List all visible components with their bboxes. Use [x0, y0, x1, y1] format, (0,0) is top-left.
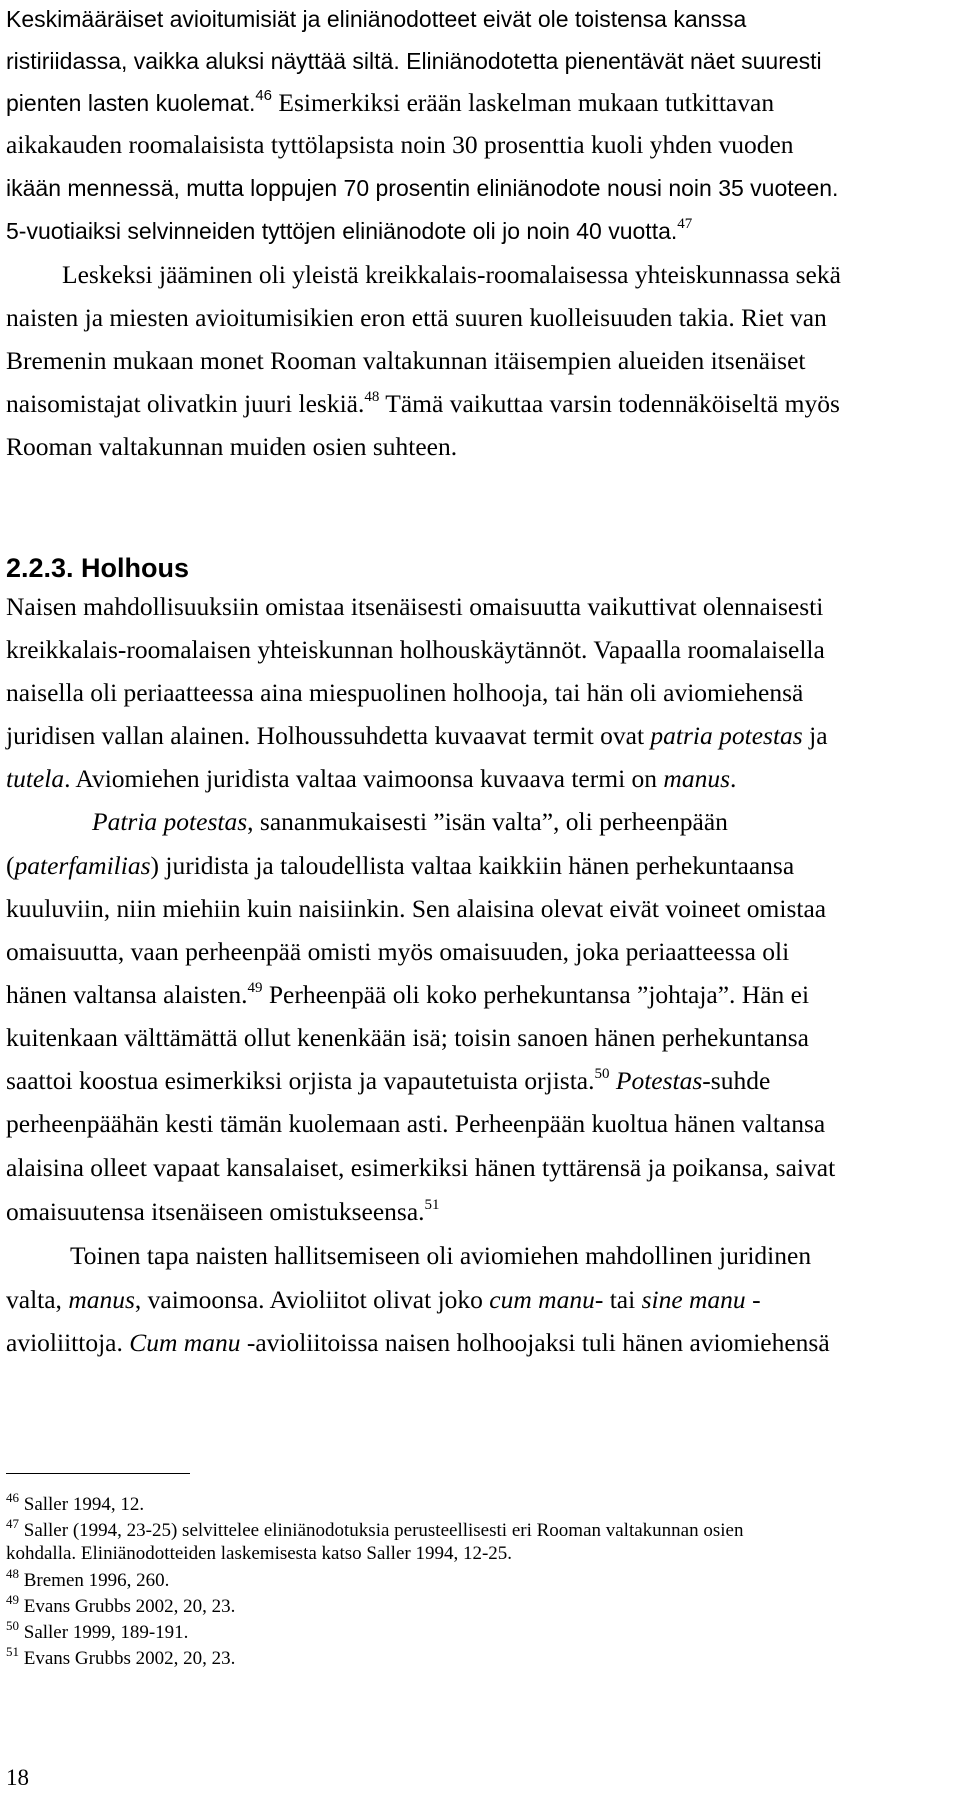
body-line — [6, 592, 823, 622]
text: ) juridista ja taloudellista valtaa kaikkiin hänen perhekuntaansa — [150, 851, 795, 880]
body-line — [92, 807, 728, 837]
body-line — [70, 1241, 811, 1271]
footnote — [6, 1644, 236, 1671]
text: Esimerkiksi erään laskelman mukaan tutkittavan — [272, 88, 775, 117]
italic-term: cum manu — [489, 1285, 595, 1314]
text: ( — [6, 851, 15, 880]
text: naisomistajat olivatkin juuri leskiä. — [6, 389, 365, 418]
body-line — [6, 721, 828, 751]
text: naisten ja miesten avioitumisikien eron että suuren kuolleisuuden takia. Riet van — [6, 303, 827, 332]
footnote — [6, 1542, 512, 1566]
text: kuitenkaan välttämättä ollut kenenkään isä; toisin sanoen hänen perhekuntansa — [6, 1023, 809, 1052]
text: juridisen vallan alainen. Holhoussuhdetta kuvaavat termit ovat — [6, 721, 651, 750]
footnote-text: kohdalla. Eliniänodotteiden laskemisesta katso Saller 1994, 12-25. — [6, 1543, 513, 1564]
body-line — [6, 894, 826, 924]
body-line — [6, 851, 794, 881]
body-line — [6, 173, 838, 203]
text: Rooman valtakunnan muiden osien suhteen. — [6, 432, 458, 461]
text: perheenpäähän kesti tämän kuolemaan asti. Perheenpään kuoltua hänen valtansa — [6, 1109, 826, 1138]
italic-term: Cum manu — [129, 1328, 241, 1357]
footnote-number: 50 — [6, 1618, 19, 1633]
body-line — [6, 46, 822, 76]
text: ikään mennessä, mutta loppujen 70 prosentin eliniänodote nousi noin 35 vuoteen. — [6, 175, 839, 201]
text: omaisuutta, vaan perheenpää omisti myös omaisuuden, joka periaatteessa oli — [6, 937, 790, 966]
text: pienten lasten kuolemat. — [6, 90, 256, 116]
footnote-number: 51 — [6, 1644, 19, 1659]
footnote-text: Saller (1994, 23-25) selvittelee eliniänodotuksia perusteellisesti eri Rooman valtakunnan osien — [19, 1520, 744, 1541]
page-number: 18 — [6, 1765, 29, 1790]
body-line — [6, 1066, 770, 1096]
body-line — [6, 303, 827, 333]
text: ristiriidassa, vaikka aluksi näyttää siltä. Eliniänodotetta pienentävät näet suuresti — [6, 48, 822, 74]
text: Leskeksi jääminen oli yleistä kreikkalais-roomalaisessa yhteiskunnassa sekä — [62, 260, 841, 289]
text: - — [745, 1285, 761, 1314]
italic-term: paterfamilias — [14, 851, 151, 880]
text: kuuluviin, niin miehiin kuin naisiinkin. Sen alaisina olevat eivät voineet omistaa — [6, 894, 827, 923]
footnote — [6, 1566, 170, 1593]
footnote-text: Evans Grubbs 2002, 20, 23. — [19, 1596, 236, 1617]
body-line — [6, 980, 809, 1010]
text: aikakauden roomalaisista tyttölapsista noin 30 prosenttia kuoli yhden vuoden — [6, 130, 794, 159]
text: , vaimoonsa. Avioliitot olivat joko — [134, 1285, 490, 1314]
text: avioliittoja. — [6, 1328, 130, 1357]
italic-term: Patria potestas — [92, 807, 248, 836]
text: Tämä vaikuttaa varsin todennäköiseltä myös — [379, 389, 840, 418]
footnote-text: Bremen 1996, 260. — [19, 1570, 170, 1591]
body-line — [6, 1285, 761, 1315]
italic-term: tutela — [6, 764, 65, 793]
section-heading: 2.2.3. Holhous — [6, 553, 190, 583]
body-line — [6, 678, 803, 708]
body-line — [6, 1109, 825, 1139]
body-line — [6, 1328, 830, 1358]
text: 5-vuotiaiksi selvinneiden tyttöjen eliniänodote oli jo noin 40 vuotta. — [6, 218, 678, 244]
text: -avioliitoissa naisen holhoojaksi tuli hänen aviomiehensä — [240, 1328, 830, 1357]
footnote-number: 49 — [6, 1592, 19, 1607]
italic-term: manus — [663, 764, 730, 793]
body-line — [6, 432, 457, 462]
footnote — [6, 1592, 236, 1619]
body-line — [6, 1023, 809, 1053]
body-line — [6, 635, 825, 665]
text: hänen valtansa alaisten. — [6, 980, 248, 1009]
text: kreikkalais-roomalaisen yhteiskunnan holhouskäytännöt. Vapaalla roomalaisella — [6, 635, 825, 664]
body-line — [6, 130, 794, 160]
footnote — [6, 1618, 189, 1645]
italic-term: sine manu — [641, 1285, 746, 1314]
body-line — [6, 346, 806, 376]
text: alaisina olleet vapaat kansalaiset, esimerkiksi hänen tyttärensä ja poikansa, saivat — [6, 1153, 836, 1182]
text: saattoi koostua esimerkiksi orjista ja vapautetuista orjista. — [6, 1066, 595, 1095]
text: omaisuutensa itsenäiseen omistukseensa. — [6, 1197, 425, 1226]
footnote-ref: 48 — [364, 389, 380, 405]
text: Perheenpää oli koko perhekuntansa ”johtaja”. Hän ei — [262, 980, 810, 1009]
text: valta, — [6, 1285, 69, 1314]
italic-term: manus — [68, 1285, 135, 1314]
text: . — [730, 764, 737, 793]
footnote-number: 47 — [6, 1516, 19, 1531]
text: Naisen mahdollisuuksiin omistaa itsenäisesti omaisuutta vaikuttivat olennaisesti — [6, 592, 824, 621]
footnote — [6, 1490, 145, 1517]
body-line — [6, 937, 789, 967]
footnote-text: Saller 1999, 189-191. — [19, 1622, 189, 1643]
body-line — [62, 260, 841, 290]
footnote-text: Evans Grubbs 2002, 20, 23. — [19, 1648, 236, 1669]
footnote — [6, 1516, 744, 1543]
text: -suhde — [702, 1066, 771, 1095]
text: , sananmukaisesti ”isän valta”, oli perheenpään — [247, 807, 728, 836]
body-line — [6, 4, 746, 34]
body-line — [6, 88, 774, 118]
footnote-ref: 50 — [594, 1066, 610, 1082]
text: Toinen tapa naisten hallitsemiseen oli aviomiehen mahdollinen juridinen — [70, 1241, 812, 1270]
text: - tai — [594, 1285, 642, 1314]
body-line — [6, 1197, 440, 1227]
text: . Aviomiehen juridista valtaa vaimoonsa kuvaava termi on — [64, 764, 664, 793]
footnote-ref: 49 — [247, 980, 263, 996]
body-line — [6, 764, 736, 794]
body-line — [6, 216, 692, 246]
text: Keskimääräiset avioitumisiät ja eliniänodotteet eivät ole toistensa kanssa — [6, 6, 747, 32]
footnote-number: 46 — [6, 1490, 19, 1505]
body-line — [6, 389, 840, 419]
footnote-separator — [6, 1473, 190, 1474]
text: ja — [802, 721, 828, 750]
footnote-text: Saller 1994, 12. — [19, 1494, 145, 1515]
footnote-ref: 46 — [255, 87, 273, 104]
footnote-number: 48 — [6, 1566, 19, 1581]
text: naisella oli periaatteessa aina miespuolinen holhooja, tai hän oli aviomiehensä — [6, 678, 804, 707]
body-line — [6, 1153, 835, 1183]
footnote-ref: 47 — [677, 216, 693, 232]
italic-term: Potestas — [615, 1066, 703, 1095]
text: Bremenin mukaan monet Rooman valtakunnan itäisempien alueiden itsenäiset — [6, 346, 806, 375]
italic-term: patria potestas — [650, 721, 803, 750]
footnote-ref: 51 — [424, 1197, 440, 1213]
